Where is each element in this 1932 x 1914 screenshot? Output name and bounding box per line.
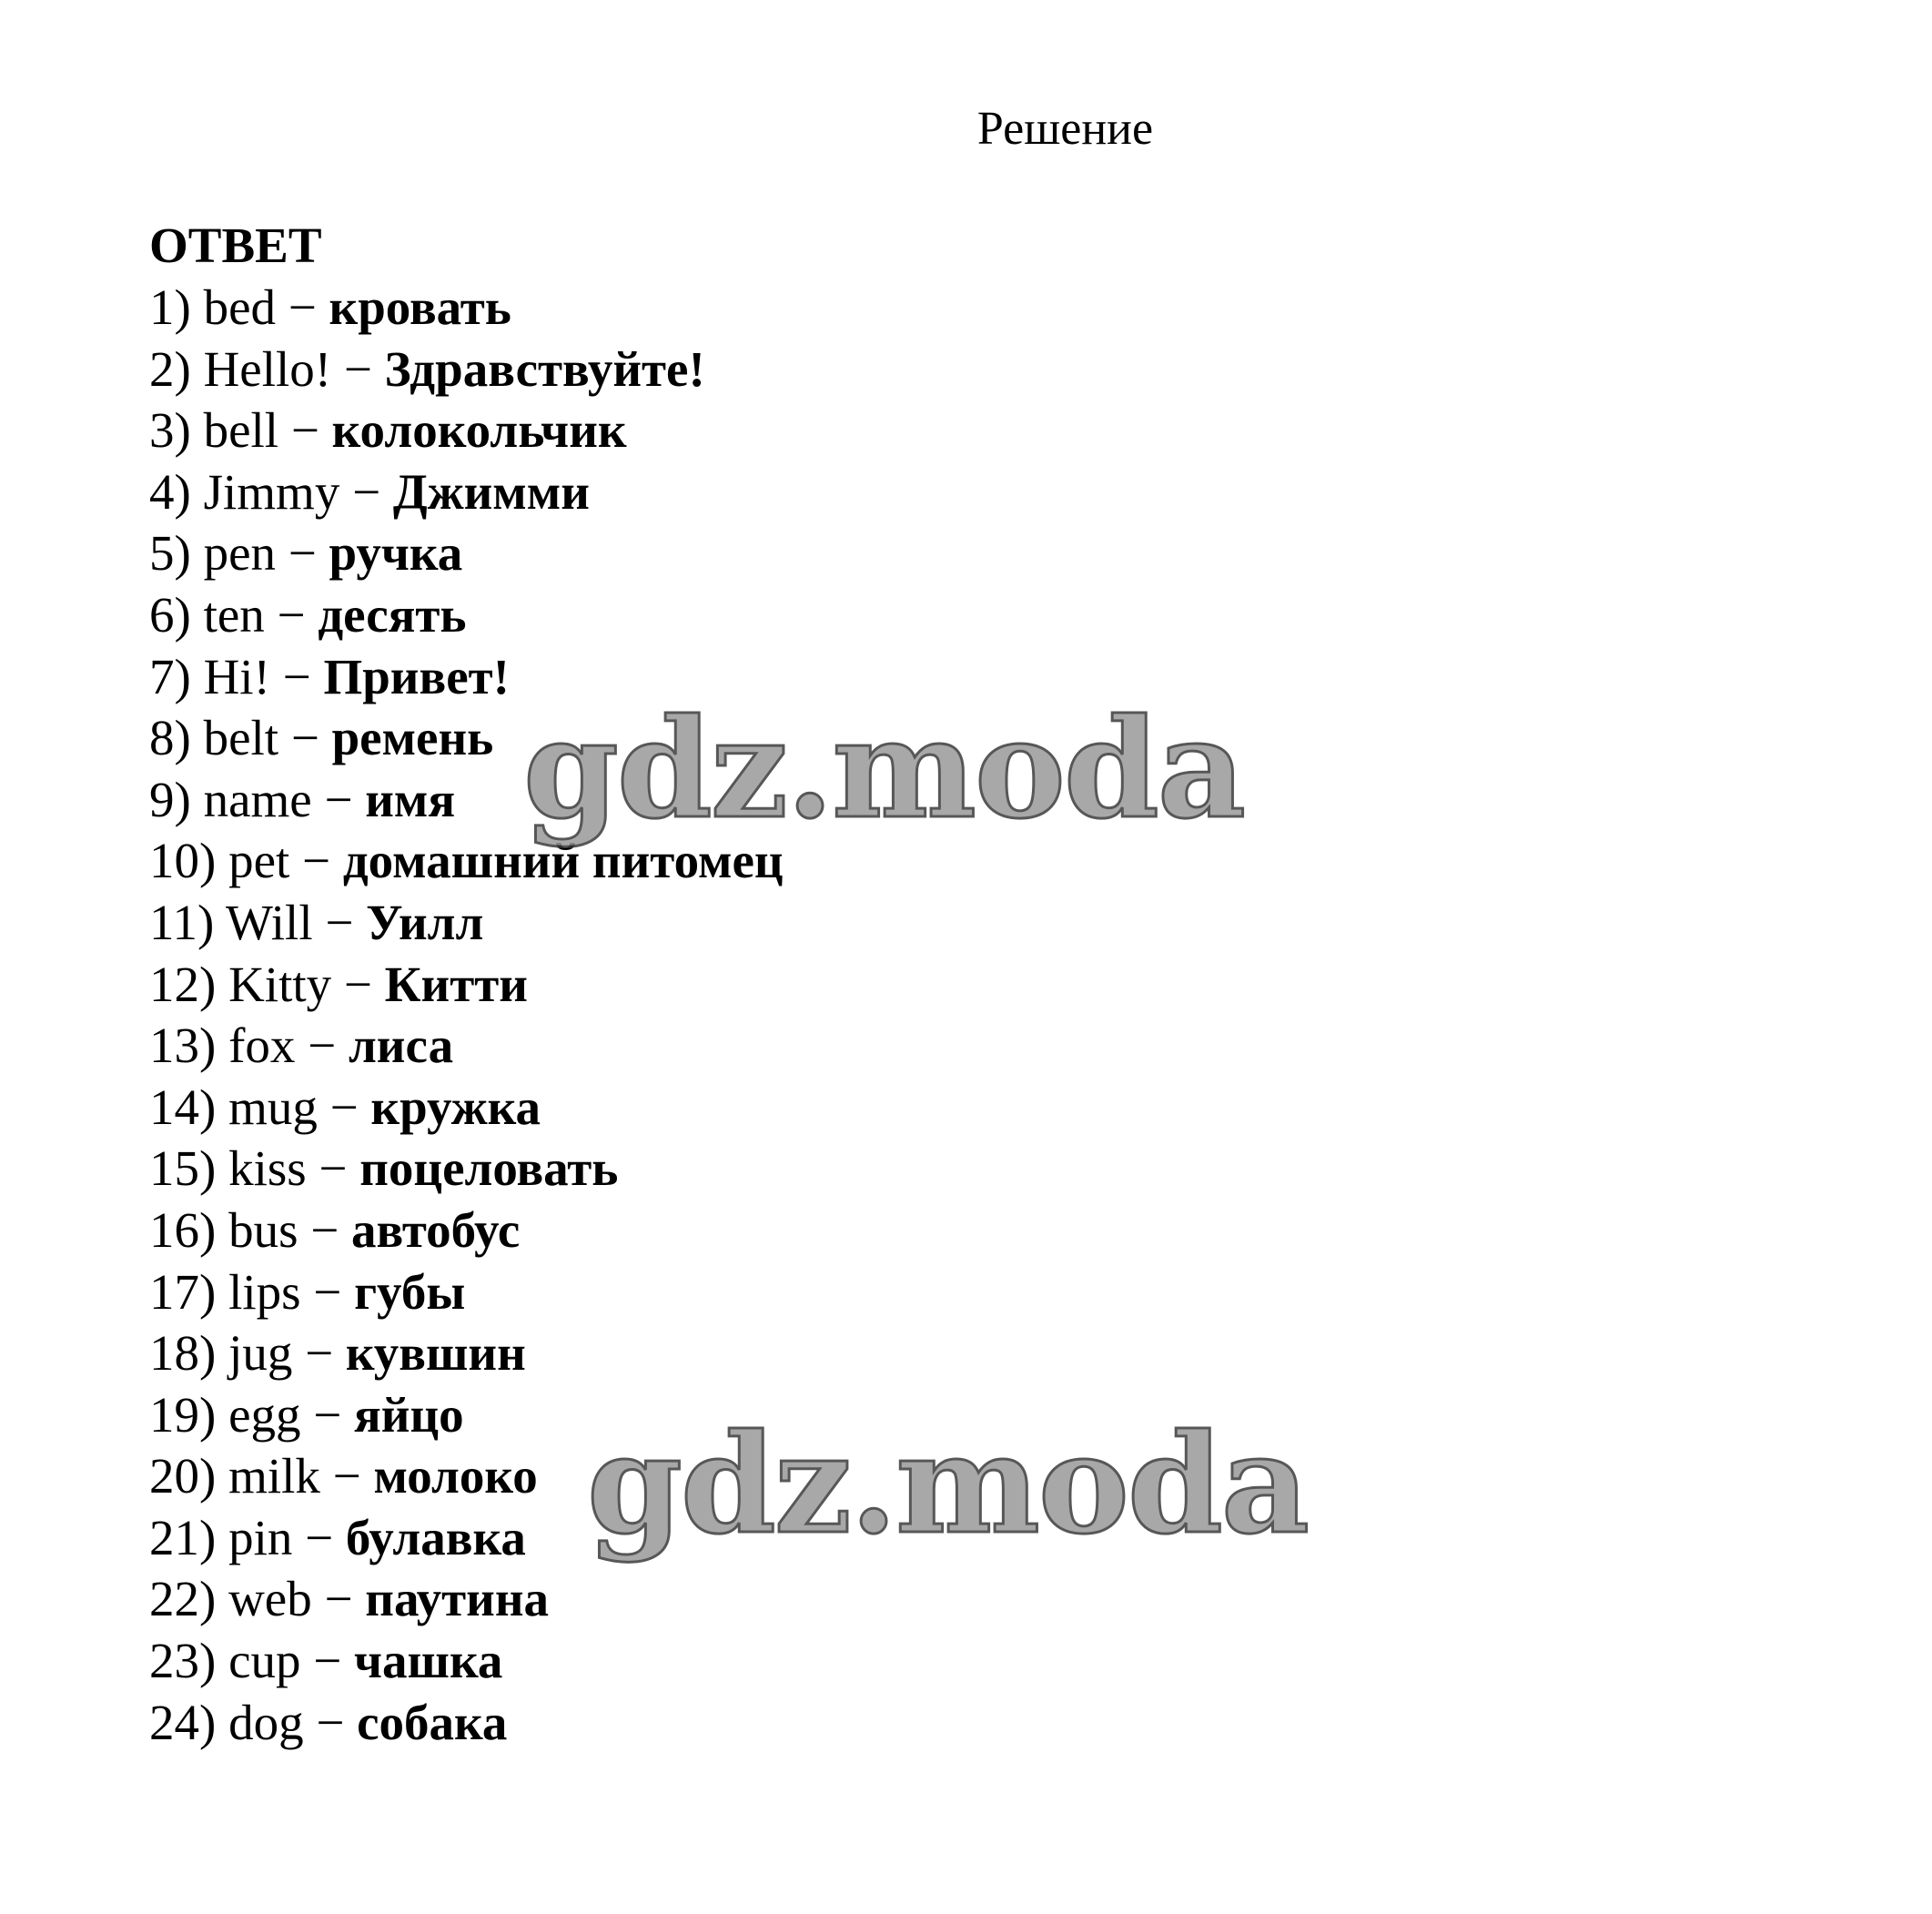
answer-item-translation: поцеловать [359,1140,619,1197]
answer-item-term: Kitty [228,956,332,1012]
answer-item-term: pet [228,833,290,889]
answer-item-dash: − [292,1509,346,1565]
answer-item-term: web [228,1571,312,1627]
answer-item-translation: автобус [351,1201,521,1258]
answer-item-number: 22) [149,1571,217,1627]
answer-item-translation: Здравствуйте! [384,340,705,397]
answer-item-translation: десять [318,586,467,643]
answer-item-translation: кувшин [345,1325,526,1382]
answer-item [149,1322,784,1384]
answer-item-term: bus [228,1201,298,1258]
answer-item-dash: − [269,648,324,704]
answer-item [149,707,784,769]
answer-item-term: bed [203,279,276,335]
answer-item-translation: ручка [329,525,463,582]
answer-item-number: 13) [149,1018,217,1074]
answer-item-translation: яйцо [354,1386,464,1443]
answer-item-dash: − [276,525,329,582]
answer-item-dash: − [300,1633,355,1689]
answer-item-term: ten [203,586,265,643]
answer-item-term: dog [228,1694,304,1750]
answer-item [149,1630,784,1692]
answer-item-translation: Уилл [366,894,484,950]
answer-item [149,1445,784,1507]
answer-item-dash: − [312,894,367,950]
answer-item-translation: паутина [365,1571,550,1627]
answer-block [149,215,784,1753]
answer-item [149,339,784,400]
answer-item-term: Jimmy [203,463,340,520]
answer-item-number: 9) [149,771,191,827]
answer-item-term: mug [228,1079,318,1135]
answer-item-number: 24) [149,1694,217,1750]
answer-item-translation: лиса [348,1018,454,1074]
answer-item-dash: − [289,833,343,889]
answer-item-term: pen [203,525,276,582]
answer-item-number: 17) [149,1263,217,1320]
answer-item-translation: Привет! [323,648,510,704]
answer-item-term: belt [203,710,279,766]
answer-item-term: Hello! [203,340,332,397]
answer-list [149,277,784,1753]
answer-item-dash: − [317,1079,371,1135]
answer-item-dash: − [303,1694,358,1750]
answer-item-translation: булавка [345,1509,526,1565]
answer-item-number: 14) [149,1079,217,1135]
answer-item-translation: колокольчик [331,402,627,459]
answer-item-number: 10) [149,833,217,889]
answer-item-term: cup [228,1633,301,1689]
answer-item-dash: − [292,1325,346,1382]
answer-item-number: 15) [149,1140,217,1197]
answer-item-translation: собака [357,1694,508,1750]
answer-item-dash: − [278,402,332,459]
answer-item-number: 6) [149,586,191,643]
answer-item-term: fox [228,1018,296,1074]
answer-item-dash: − [298,1201,352,1258]
answer-item-dash: − [339,463,393,520]
answer-item-number: 19) [149,1386,217,1443]
answer-item-term: egg [228,1386,301,1443]
answer-item [149,1568,784,1630]
answer-item [149,892,784,954]
answer-item-term: milk [228,1448,320,1504]
answer-item-number: 20) [149,1448,217,1504]
answer-item [149,769,784,831]
answer-item-dash: − [278,710,332,766]
answer-item-dash: − [331,340,385,397]
watermark: gdz.moda [587,1404,1309,1565]
answer-item-number: 8) [149,710,191,766]
answer-item [149,1384,784,1446]
answer-item-term: jug [228,1325,293,1382]
answer-item-translation: домашний питомец [342,833,784,889]
answer-item-number: 18) [149,1325,217,1382]
answer-item [149,584,784,646]
answer-item-term: Will [226,894,313,950]
answer-item [149,1261,784,1323]
answer-item-number: 2) [149,340,191,397]
answer-item-translation: молоко [373,1448,538,1504]
answer-item-number: 4) [149,463,191,520]
answer-item-translation: чашка [354,1633,503,1689]
answer-item [149,1692,784,1754]
answer-item-dash: − [311,771,366,827]
answer-item-dash: − [300,1386,355,1443]
answer-item-number: 23) [149,1633,217,1689]
answer-item [149,277,784,339]
answer-item-translation: кружка [370,1079,541,1135]
answer-item [149,830,784,892]
answer-item [149,461,784,523]
answer-item-term: kiss [228,1140,307,1197]
answer-item-translation: ремень [331,710,494,766]
answer-item [149,522,784,584]
page-heading: Решение [976,103,1154,155]
answer-item-term: Hi! [203,648,270,704]
answer-item-number: 16) [149,1201,217,1258]
answer-item-dash: − [331,956,385,1012]
answer-item [149,1507,784,1569]
answer-item-translation: кровать [329,279,511,335]
answer-item-translation: Джимми [392,463,590,520]
answer-item-translation: губы [354,1263,466,1320]
answer-item [149,954,784,1016]
answer-item-dash: − [306,1140,360,1197]
answer-item-number: 1) [149,279,191,335]
watermark: gdz.moda [523,689,1245,849]
answer-item-term: pin [228,1509,293,1565]
answer-item-dash: − [276,279,329,335]
answer-item-number: 12) [149,956,217,1012]
answer-item [149,1138,784,1200]
answer-title: ОТВЕТ [149,218,322,273]
answer-item-dash: − [295,1018,349,1074]
answer-item [149,1200,784,1261]
answer-item-translation: Китти [384,956,528,1012]
answer-item [149,1077,784,1139]
answer-item-number: 21) [149,1509,217,1565]
answer-item [149,1015,784,1077]
answer-item [149,400,784,461]
answer-item-number: 11) [149,894,215,950]
answer-item-dash: − [264,586,319,643]
answer-item-term: bell [203,402,279,459]
answer-item-term: lips [228,1263,301,1320]
answer-item-dash: − [311,1571,366,1627]
answer-item-number: 5) [149,525,191,582]
answer-item-dash: − [300,1263,355,1320]
answer-item-term: name [203,771,312,827]
answer-item-dash: − [319,1448,374,1504]
answer-item-translation: имя [365,771,456,827]
answer-item-number: 3) [149,402,191,459]
answer-item [149,646,784,708]
answer-item-number: 7) [149,648,191,704]
